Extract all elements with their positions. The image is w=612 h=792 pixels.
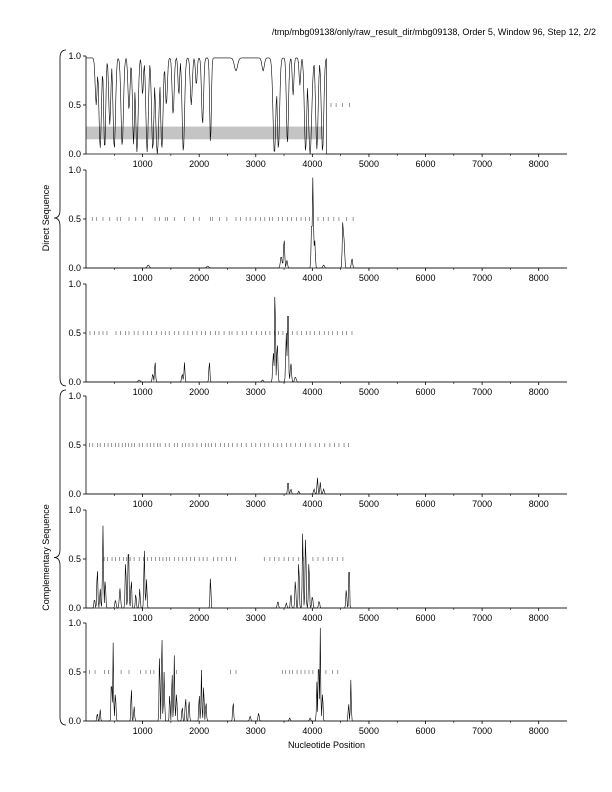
x-axis-label: Nucleotide Position bbox=[287, 740, 366, 750]
y-tick-label: 0.0 bbox=[68, 377, 81, 387]
x-tick-label: 4000 bbox=[302, 159, 323, 169]
y-tick-label: 0.0 bbox=[68, 489, 81, 499]
x-tick-label: 4000 bbox=[302, 387, 323, 397]
group-label: Direct Sequence bbox=[41, 184, 51, 252]
y-tick-label: 0.5 bbox=[68, 667, 81, 677]
x-tick-label: 3000 bbox=[245, 387, 266, 397]
group-label: Complementary Sequence bbox=[41, 504, 51, 611]
y-tick-label: 0.0 bbox=[68, 149, 81, 159]
x-tick-label: 6000 bbox=[415, 273, 436, 283]
x-tick-label: 5000 bbox=[358, 499, 379, 509]
series-line bbox=[86, 526, 567, 608]
y-tick-label: 0.0 bbox=[68, 263, 81, 273]
x-tick-label: 6000 bbox=[415, 726, 436, 736]
x-tick-label: 8000 bbox=[528, 387, 549, 397]
y-tick-label: 0.5 bbox=[68, 328, 81, 338]
x-tick-label: 7000 bbox=[472, 613, 493, 623]
y-tick-label: 1.0 bbox=[68, 505, 81, 515]
x-tick-label: 3000 bbox=[245, 159, 266, 169]
x-tick-label: 1000 bbox=[132, 273, 153, 283]
x-tick-label: 5000 bbox=[358, 159, 379, 169]
y-tick-label: 1.0 bbox=[68, 279, 81, 289]
y-tick-label: 1.0 bbox=[68, 618, 81, 628]
x-tick-label: 8000 bbox=[528, 613, 549, 623]
x-tick-label: 8000 bbox=[528, 726, 549, 736]
series-line bbox=[86, 58, 567, 154]
y-tick-label: 0.5 bbox=[68, 100, 81, 110]
x-tick-label: 7000 bbox=[472, 159, 493, 169]
x-tick-label: 4000 bbox=[302, 273, 323, 283]
x-tick-label: 7000 bbox=[472, 499, 493, 509]
x-tick-label: 1000 bbox=[132, 499, 153, 509]
x-tick-label: 5000 bbox=[358, 726, 379, 736]
x-tick-label: 6000 bbox=[415, 499, 436, 509]
x-tick-label: 3000 bbox=[245, 726, 266, 736]
x-tick-label: 3000 bbox=[245, 273, 266, 283]
x-tick-label: 7000 bbox=[472, 726, 493, 736]
y-tick-label: 0.5 bbox=[68, 214, 81, 224]
series-line bbox=[86, 628, 567, 721]
x-tick-label: 5000 bbox=[358, 613, 379, 623]
x-tick-label: 4000 bbox=[302, 499, 323, 509]
x-tick-label: 5000 bbox=[358, 273, 379, 283]
x-tick-label: 5000 bbox=[358, 387, 379, 397]
y-tick-label: 0.5 bbox=[68, 554, 81, 564]
x-tick-label: 1000 bbox=[132, 726, 153, 736]
y-tick-label: 0.5 bbox=[68, 440, 81, 450]
x-tick-label: 4000 bbox=[302, 613, 323, 623]
x-tick-label: 3000 bbox=[245, 499, 266, 509]
x-tick-label: 7000 bbox=[472, 273, 493, 283]
x-tick-label: 7000 bbox=[472, 387, 493, 397]
group-brace bbox=[54, 50, 66, 386]
x-tick-label: 6000 bbox=[415, 387, 436, 397]
x-tick-label: 2000 bbox=[189, 726, 210, 736]
x-tick-label: 8000 bbox=[528, 159, 549, 169]
x-tick-label: 6000 bbox=[415, 159, 436, 169]
series-line bbox=[86, 297, 567, 382]
y-tick-label: 1.0 bbox=[68, 165, 81, 175]
x-tick-label: 1000 bbox=[132, 159, 153, 169]
y-tick-label: 1.0 bbox=[68, 391, 81, 401]
x-tick-label: 3000 bbox=[245, 613, 266, 623]
x-tick-label: 1000 bbox=[132, 613, 153, 623]
series-line bbox=[86, 478, 567, 494]
y-tick-label: 0.0 bbox=[68, 716, 81, 726]
x-tick-label: 8000 bbox=[528, 499, 549, 509]
x-tick-label: 2000 bbox=[189, 499, 210, 509]
x-tick-label: 2000 bbox=[189, 613, 210, 623]
x-tick-label: 1000 bbox=[132, 387, 153, 397]
y-tick-label: 0.0 bbox=[68, 603, 81, 613]
x-tick-label: 4000 bbox=[302, 726, 323, 736]
y-tick-label: 1.0 bbox=[68, 51, 81, 61]
x-tick-label: 2000 bbox=[189, 273, 210, 283]
x-tick-label: 2000 bbox=[189, 159, 210, 169]
x-tick-label: 8000 bbox=[528, 273, 549, 283]
page-title: /tmp/mbg09138/only/raw_result_dir/mbg09138, Order 5, Window 96, Step 12, 2/2 bbox=[271, 27, 596, 37]
x-tick-label: 2000 bbox=[189, 387, 210, 397]
group-brace bbox=[54, 390, 66, 725]
x-tick-label: 6000 bbox=[415, 613, 436, 623]
series-line bbox=[86, 177, 567, 268]
